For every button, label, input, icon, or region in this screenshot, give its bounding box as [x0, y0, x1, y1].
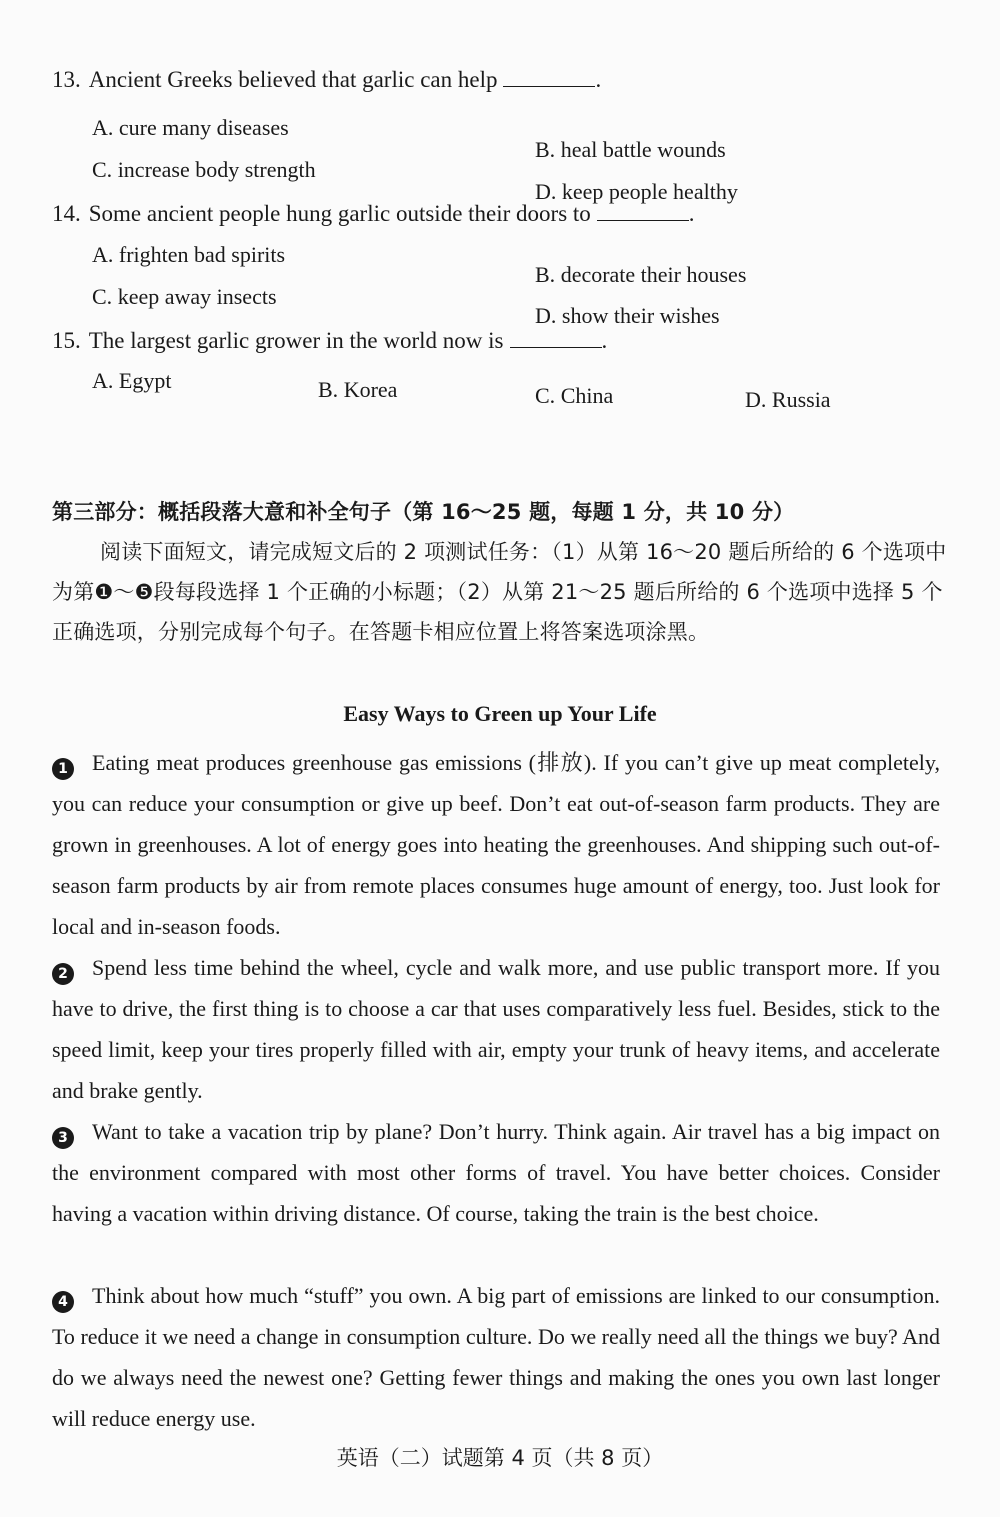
section-instructions: 阅读下面短文，请完成短文后的 2 项测试任务：（1）从第 16～20 题后所给的 6 个选项中为第❶～❺段每段选择 1 个正确的小标题；（2）从第 21～25 题后所给的 6 个选项中选择 5 个正确选项，分别完成每个句子。在答题卡相应位置上将答案选项涂黑。 [52, 540, 947, 644]
section-heading: 第三部分：概括段落大意和补全句子（第 16～25 题，每题 1 分，共 10 分） [52, 500, 795, 524]
page-footer: 英语（二）试题第 4 页（共 8 页） [336, 1446, 664, 1470]
option-a: A. frighten bad spirits [92, 242, 286, 267]
option-b: B. decorate their houses [535, 262, 747, 287]
question-stem: The largest garlic grower in the world now is [88, 328, 504, 353]
question-number: 14. [52, 201, 81, 226]
passage-paragraph-3 [52, 1111, 940, 1234]
paragraph-number-badge: 3 [52, 1127, 74, 1149]
option-b: B. heal battle wounds [535, 137, 726, 162]
question-14: 14. Some ancient people hung garlic outside their doors to . [52, 201, 695, 226]
section-three [52, 492, 952, 652]
paragraph-text: Want to take a vacation trip by plane? Don’t hurry. Think again. Air travel has a big impact on the environment compared with most other forms of travel. You have better choices. Consider having a vacation within driving distance. Of course, taking the train is the best choice. [52, 1119, 940, 1226]
option-a: A. cure many diseases [92, 115, 289, 140]
option-a: A. Egypt [92, 368, 172, 393]
option-b: B. Korea [318, 377, 398, 402]
answer-blank [503, 68, 595, 87]
answer-blank [510, 329, 602, 348]
question-15: 15. The largest garlic grower in the world now is . [52, 328, 608, 353]
paragraph-text: Spend less time behind the wheel, cycle and walk more, and use public transport more. If you have to drive, the first thing is to choose a car that uses comparatively less fuel. Besides, stick to the speed limit, keep your tires properly filled with air, empty your trunk of heavy items, and accelerate and brake gently. [52, 955, 940, 1103]
option-c: C. China [535, 383, 614, 408]
paragraph-number-badge: 2 [52, 963, 74, 985]
passage-paragraph-2 [52, 947, 940, 1111]
passage-title: Easy Ways to Green up Your Life [343, 701, 657, 726]
passage-paragraph-1 [52, 742, 940, 947]
option-d: D. keep people healthy [535, 179, 738, 204]
passage-paragraph-4 [52, 1275, 940, 1439]
question-13: 13. Ancient Greeks believed that garlic can help . [52, 67, 602, 92]
question-stem: Some ancient people hung garlic outside their doors to [88, 201, 591, 226]
paragraph-number-badge: 1 [52, 758, 74, 780]
option-c: C. increase body strength [92, 157, 316, 182]
paragraph-text: Think about how much “stuff” you own. A big part of emissions are linked to our consumption. To reduce it we need a change in consumption culture. Do we really need all the things we buy? And do we always need the newest one? Getting fewer things and making the ones you own last longer will reduce energy use. [52, 1283, 940, 1431]
question-number: 13. [52, 67, 81, 92]
paragraph-number-badge: 4 [52, 1291, 74, 1313]
question-stem: Ancient Greeks believed that garlic can help [88, 67, 498, 92]
paragraph-text: Eating meat produces greenhouse gas emissions (排放). If you can’t give up meat completely, you can reduce your consumption or give up beef. Don’t eat out-of-season farm products. They are grown in greenhouses. A lot of energy goes into heating the greenhouses. And shipping such out-of-season farm products by air from remote places consumes huge amount of energy, too. Just look for local and in-season foods. [52, 750, 940, 939]
option-c: C. keep away insects [92, 284, 277, 309]
option-d: D. Russia [745, 387, 831, 412]
question-number: 15. [52, 328, 81, 353]
option-d: D. show their wishes [535, 303, 720, 328]
answer-blank [597, 202, 689, 221]
